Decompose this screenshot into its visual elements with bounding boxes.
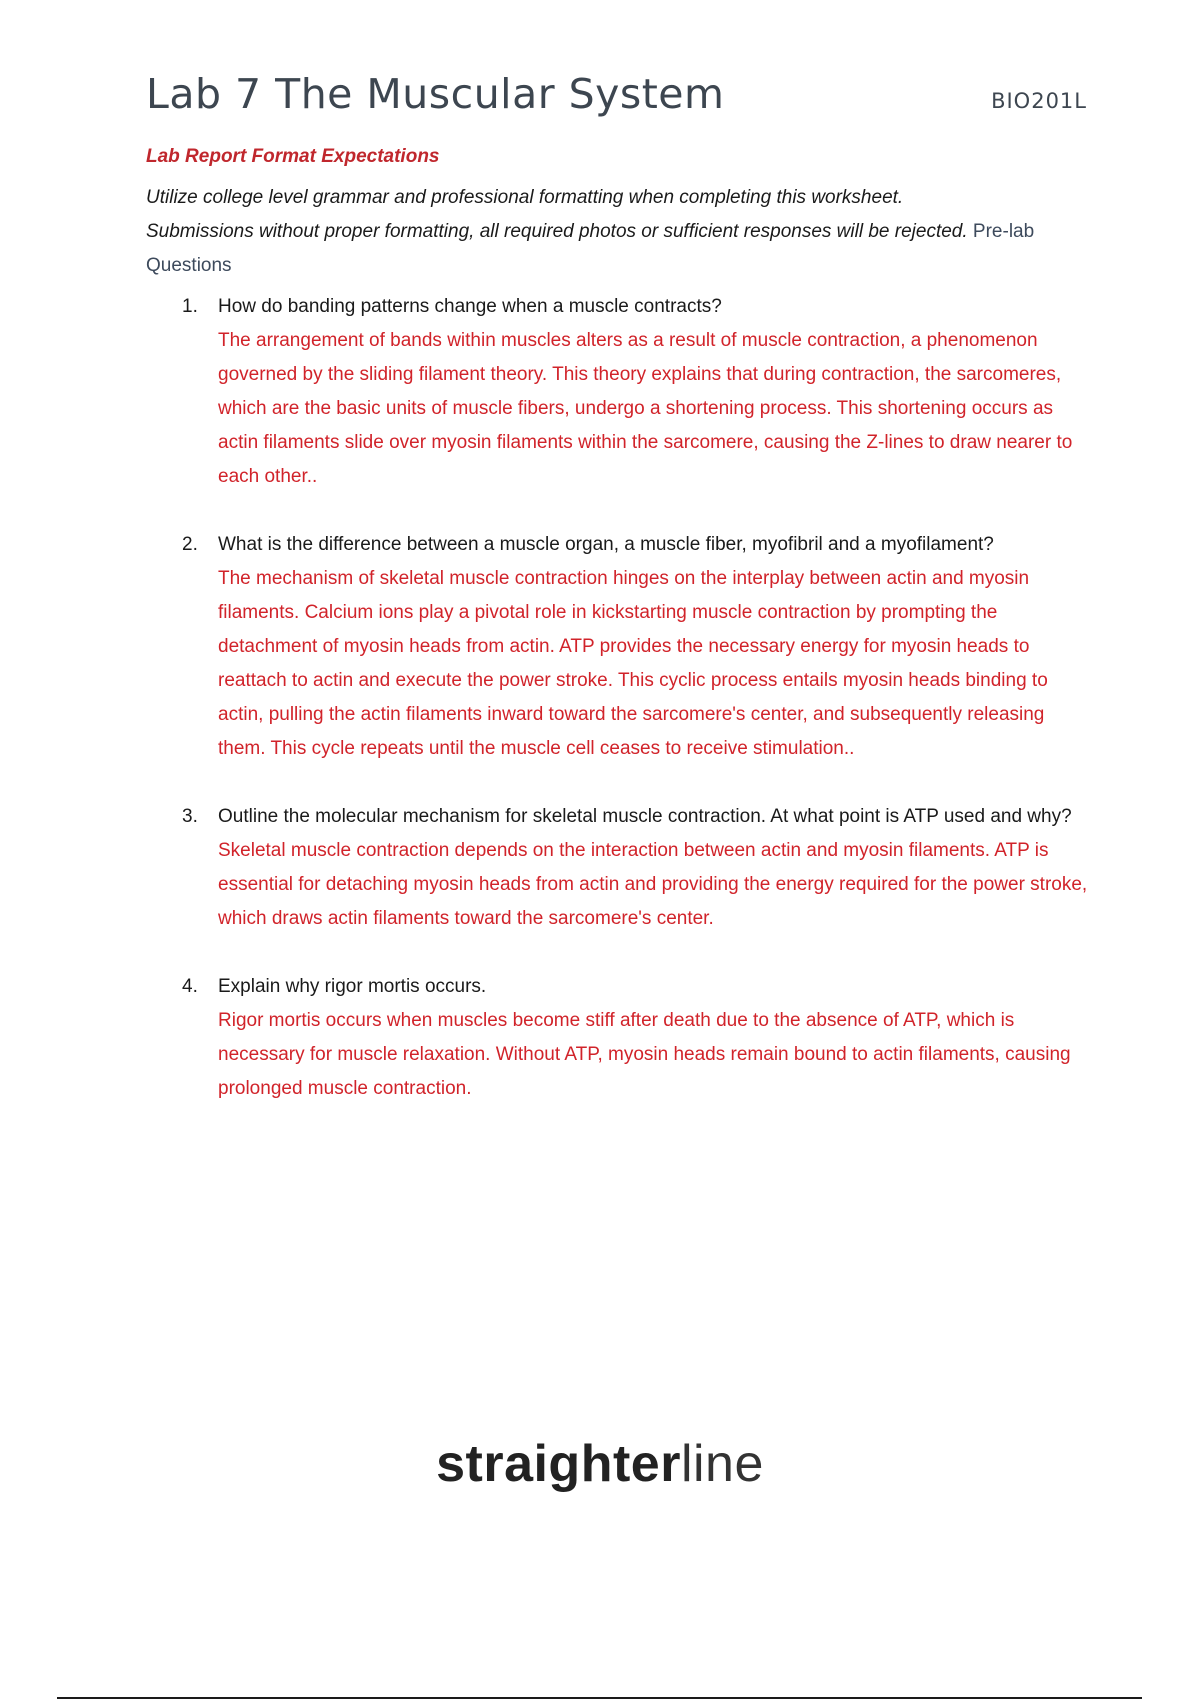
question-item: [146, 970, 1096, 1106]
straighterline-logo: [0, 1434, 1200, 1494]
question-text: What is the difference between a muscle organ, a muscle fiber, myofibril and a myofilament?: [218, 534, 994, 555]
logo-bold-text: straighter: [436, 1435, 681, 1493]
page-title: Lab 7 The Muscular System: [146, 70, 725, 118]
question-item: [146, 290, 1096, 494]
format-instructions: [146, 181, 1096, 283]
question-text: How do banding patterns change when a muscle contracts?: [218, 296, 722, 317]
answer-text: The mechanism of skeletal muscle contraction hinges on the interplay between actin and myosin filaments. Calcium ions play a pivotal role in kickstarting muscle contraction by prompting the detachment of myosin heads from actin. ATP provides the necessary energy for myosin heads to reattach to actin and execute the power stroke. This cyclic process entails myosin heads binding to actin, pulling the actin filaments inward toward the sarcomere's center, and subsequently releasing them. This cycle repeats until the muscle cell ceases to receive stimulation..: [218, 568, 1048, 759]
question-number: 2.: [182, 534, 198, 555]
format-instruction-line-2: Submissions without proper formatting, all required photos or sufficient responses will be rejected.: [146, 221, 968, 242]
question-item: [146, 528, 1096, 766]
question-list: [146, 290, 1096, 1106]
question-number: 1.: [182, 296, 198, 317]
question-text: Explain why rigor mortis occurs.: [218, 976, 487, 997]
format-instruction-line-1: Utilize college level grammar and professional formatting when completing this worksheet.: [146, 187, 904, 208]
logo-light-text: line: [680, 1435, 764, 1493]
question-text: Outline the molecular mechanism for skeletal muscle contraction. At what point is ATP used and why?: [218, 806, 1072, 827]
prelab-questions-label: Pre-lab Questions: [146, 221, 1035, 276]
answer-text: Rigor mortis occurs when muscles become stiff after death due to the absence of ATP, which is necessary for muscle relaxation. Without ATP, myosin heads remain bound to actin filaments, causing prolonged muscle contraction.: [218, 1010, 1071, 1099]
footer-divider: [57, 1697, 1142, 1699]
answer-text: Skeletal muscle contraction depends on the interaction between actin and myosin filaments. ATP is essential for detaching myosin heads from actin and providing the energy required for the power stroke, which draws actin filaments toward the sarcomere's center.: [218, 840, 1088, 929]
question-number: 3.: [182, 806, 198, 827]
format-expectations-heading: Lab Report Format Expectations: [146, 146, 440, 167]
question-item: [146, 800, 1096, 936]
question-number: 4.: [182, 976, 198, 997]
course-code: BIO201L: [991, 89, 1087, 113]
answer-text: The arrangement of bands within muscles alters as a result of muscle contraction, a phenomenon governed by the sliding filament theory. This theory explains that during contraction, the sarcomeres, which are the basic units of muscle fibers, undergo a shortening process. This shortening occurs as actin filaments slide over myosin filaments within the sarcomere, causing the Z-lines to draw nearer to each other..: [218, 330, 1073, 487]
